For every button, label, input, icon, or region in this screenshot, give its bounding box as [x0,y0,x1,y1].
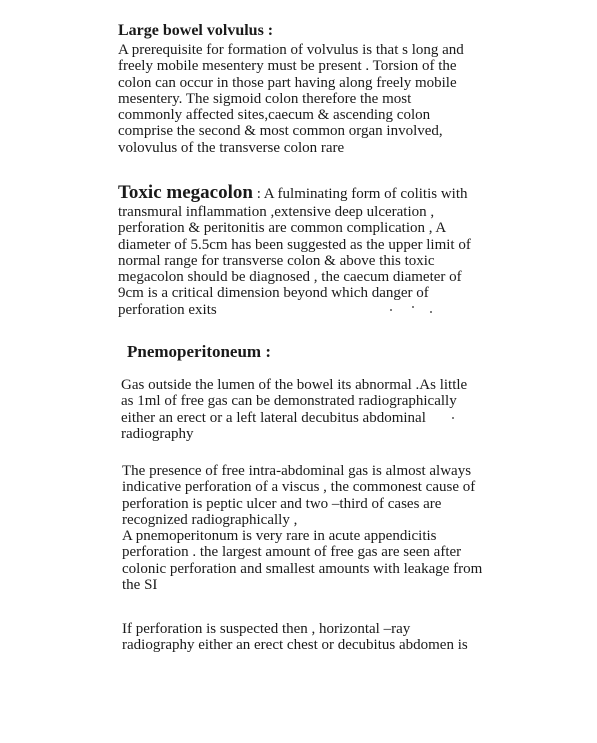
pneumo-line: the SI [122,577,158,594]
pneumo-line: radiography [121,425,194,442]
megacolon-intro: : A fulminating form of colitis with [252,186,468,202]
pneumo-line: If perforation is suspected then , horizontal –ray [122,621,411,637]
pneumo-line: recognized radiographically , [122,511,298,528]
pneumo-line: perforation is peptic ulcer and two –third of cases are [122,495,442,512]
megacolon-heading: Toxic megacolon [118,182,253,203]
volvulus-line: A prerequisite for formation of volvulus is that s long and [118,42,464,58]
pneumo-para-1 [121,377,491,442]
megacolon-line: transmural inflammation ,extensive deep ulceration , [118,204,435,220]
megacolon-section [118,183,498,318]
volvulus-line: colon can occur in those part having along freely mobile [118,74,457,91]
pneumo-line: perforation . the largest amount of free gas are seen after [122,544,462,561]
pneumo-para-3 [122,621,492,654]
scan-speck [430,311,432,313]
volvulus-line: volovulus of the transverse colon rare [118,139,345,156]
megacolon-line: perforation & peritonitis are common complication , A [118,220,447,237]
pneumo-line: colonic perforation and smallest amounts with leakage from [122,560,483,577]
volvulus-line: comprise the second & most common organ involved, [118,123,443,140]
volvulus-heading: Large bowel volvulus : [118,22,274,39]
volvulus-line: freely mobile mesentery must be present . Torsion of the [118,58,457,75]
pneumo-line: indicative perforation of a viscus , the commonest cause of [122,479,476,496]
megacolon-line: perforation exits [118,301,217,318]
pneumo-heading: Pnemoperitoneum : [127,342,272,361]
megacolon-line: 9cm is a critical dimension beyond which danger of [118,285,429,302]
volvulus-section [118,22,478,156]
megacolon-line: normal range for transverse colon & above this toxic [118,252,435,269]
pneumo-line: The presence of free intra-abdominal gas is almost always [122,463,472,479]
pneumo-line: either an erect or a left lateral decubitus abdominal [121,409,426,426]
pneumo-para-2 [122,463,492,593]
scan-speck [412,306,414,308]
pneumo-line: Gas outside the lumen of the bowel its abnormal .As little [121,377,468,393]
scan-speck [390,309,392,311]
volvulus-line: mesentery. The sigmoid colon therefore the most [118,90,412,107]
megacolon-line: diameter of 5.5cm has been suggested as the upper limit of [118,236,471,253]
pneumo-line: as 1ml of free gas can be demonstrated radiographically [121,393,457,410]
megacolon-line: megacolon should be diagnosed , the caecum diameter of [118,269,462,286]
pneumo-line: A pnemoperitonum is very rare in acute appendicitis [122,528,437,545]
megacolon-first-line [118,183,498,204]
pneumo-heading-block [127,343,487,361]
volvulus-line: commonly affected sites,caecum & ascending colon [118,107,431,124]
pneumo-line: radiography either an erect chest or decubitus abdomen is [122,637,468,654]
scan-speck [452,417,454,419]
